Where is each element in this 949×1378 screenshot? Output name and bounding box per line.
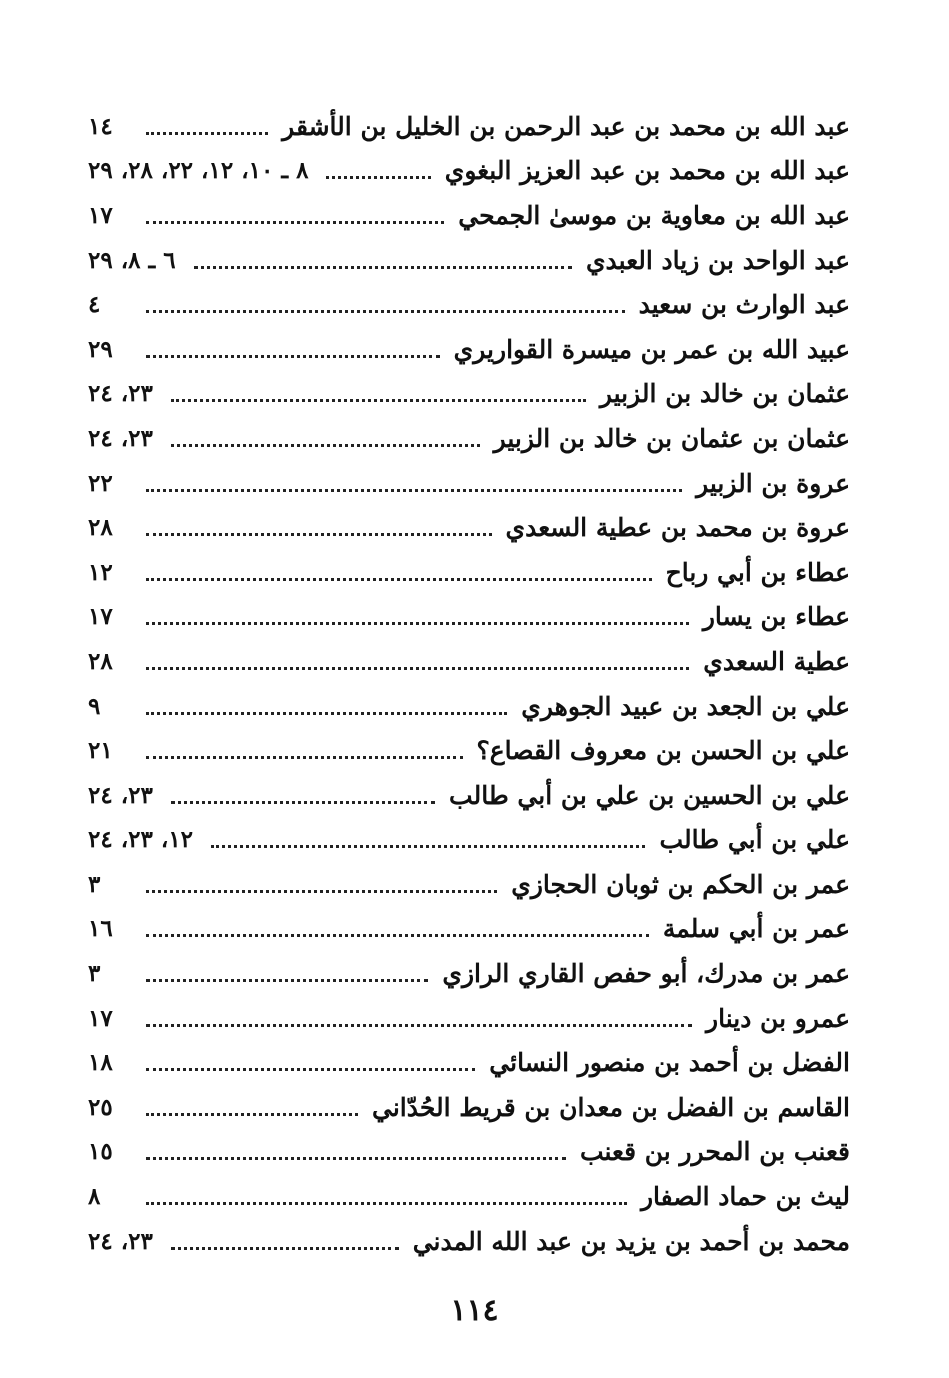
- index-entry: [88, 907, 850, 952]
- entry-name: عمر بن الحكم بن ثوبان الحجازي: [511, 869, 850, 899]
- index-entry: [88, 996, 850, 1041]
- entry-page-refs: ١٧: [88, 201, 113, 229]
- index-entry: [88, 1085, 850, 1130]
- index-entry: [88, 1174, 850, 1219]
- index-entry: [88, 104, 850, 149]
- index-entry: [88, 639, 850, 684]
- entry-page-refs: ٢٩: [88, 335, 113, 363]
- dot-leader: [146, 934, 649, 937]
- index-entry: [88, 595, 850, 640]
- dot-leader: [211, 845, 645, 848]
- dot-leader: [146, 979, 428, 982]
- entry-page-refs: ٢٣، ٢٤: [88, 781, 153, 809]
- entry-name: عطية السعدي: [703, 646, 850, 676]
- index-entry: [88, 238, 850, 283]
- entry-page-refs: ١٢، ٢٣، ٢٤: [88, 826, 194, 854]
- entry-name: ليث بن حماد الصفار: [640, 1182, 850, 1212]
- dot-leader: [146, 1024, 692, 1027]
- index-entry: [88, 149, 850, 194]
- index-entry: [88, 193, 850, 238]
- dot-leader: [171, 444, 480, 447]
- dot-leader: [146, 578, 652, 581]
- dot-leader: [146, 355, 440, 358]
- dot-leader: [146, 890, 497, 893]
- entry-name: عثمان بن خالد بن الزبير: [599, 379, 850, 409]
- entry-page-refs: ٨ ـ ١٠، ١٢، ٢٢، ٢٨، ٢٩: [88, 157, 309, 185]
- entry-name: عبد الله بن محمد بن عبد العزيز البغوي: [444, 156, 850, 186]
- entry-page-refs: ٢٣، ٢٤: [88, 380, 153, 408]
- entry-name: القاسم بن الفضل بن معدان بن قريط الحُدّاني: [371, 1092, 850, 1122]
- entry-name: عطاء بن يسار: [702, 602, 850, 632]
- entry-name: قعنب بن المحرر بن قعنب: [579, 1137, 850, 1167]
- entry-name: الفضل بن أحمد بن منصور النسائي: [489, 1048, 850, 1078]
- entry-name: علي بن الحسن بن معروف القصاع؟: [476, 736, 850, 766]
- dot-leader: [194, 266, 572, 269]
- index-entry: [88, 372, 850, 417]
- dot-leader: [171, 1247, 399, 1250]
- entry-name: عبد الله بن معاوية بن موسىٰ الجمحي: [458, 200, 850, 230]
- entry-page-refs: ٦ ـ ٨، ٢٩: [88, 246, 176, 274]
- index-entry: [88, 550, 850, 595]
- dot-leader: [171, 801, 435, 804]
- index-entry: [88, 327, 850, 372]
- entry-page-refs: ٢٨: [88, 514, 113, 542]
- entry-page-refs: ٣: [88, 960, 101, 988]
- index-entry: [88, 818, 850, 863]
- entry-name: عمر بن مدرك، أبو حفص القاري الرازي: [442, 959, 850, 989]
- entry-name: عبد الله بن محمد بن عبد الرحمن بن الخليل بن الأشقر: [282, 111, 850, 141]
- entry-page-refs: ٩: [88, 692, 101, 720]
- entry-page-refs: ٤: [88, 291, 101, 319]
- index-entry: [88, 1040, 850, 1085]
- index-entry: [88, 862, 850, 907]
- dot-leader: [146, 1157, 566, 1160]
- index-entry: [88, 728, 850, 773]
- dot-leader: [171, 399, 586, 402]
- dot-leader: [146, 310, 625, 313]
- index-entry: [88, 461, 850, 506]
- name-index-list: [88, 104, 850, 1263]
- entry-page-refs: ٢١: [88, 737, 113, 765]
- page-number: ١١٤: [450, 1293, 499, 1328]
- dot-leader: [146, 1202, 627, 1205]
- entry-page-refs: ١٦: [88, 915, 113, 943]
- entry-page-refs: ٢٨: [88, 647, 113, 675]
- entry-page-refs: ١٢: [88, 558, 113, 586]
- entry-page-refs: ١٤: [88, 112, 113, 140]
- dot-leader: [146, 132, 268, 135]
- entry-page-refs: ١٨: [88, 1049, 113, 1077]
- entry-name: عطاء بن أبي رباح: [665, 557, 850, 587]
- index-entry: [88, 282, 850, 327]
- entry-page-refs: ١٧: [88, 1004, 113, 1032]
- dot-leader: [146, 622, 689, 625]
- entry-name: عبيد الله بن عمر بن ميسرة القواريري: [453, 334, 850, 364]
- dot-leader: [146, 667, 689, 670]
- dot-leader: [146, 756, 463, 759]
- index-entry: [88, 416, 850, 461]
- entry-page-refs: ٢٣، ٢٤: [88, 1227, 153, 1255]
- entry-name: عبد الواحد بن زياد العبدي: [585, 245, 850, 275]
- dot-leader: [146, 489, 682, 492]
- entry-name: محمد بن أحمد بن يزيد بن عبد الله المدني: [412, 1226, 850, 1256]
- index-entry: [88, 773, 850, 818]
- entry-page-refs: ٢٥: [88, 1093, 113, 1121]
- entry-page-refs: ٢٢: [88, 469, 113, 497]
- dot-leader: [146, 1068, 475, 1071]
- dot-leader: [326, 176, 430, 179]
- index-entry: [88, 1130, 850, 1175]
- entry-name: عروة بن محمد بن عطية السعدي: [505, 513, 850, 543]
- dot-leader: [146, 533, 492, 536]
- index-entry: [88, 951, 850, 996]
- index-entry: [88, 1219, 850, 1264]
- entry-name: عبد الوارث بن سعيد: [638, 290, 850, 320]
- entry-page-refs: ٨: [88, 1183, 101, 1211]
- entry-name: علي بن أبي طالب: [659, 825, 850, 855]
- entry-page-refs: ١٧: [88, 603, 113, 631]
- entry-name: عمر بن أبي سلمة: [662, 914, 850, 944]
- entry-name: علي بن الجعد بن عبيد الجوهري: [521, 691, 850, 721]
- entry-name: عثمان بن عثمان بن خالد بن الزبير: [493, 423, 850, 453]
- entry-name: عمرو بن دينار: [706, 1003, 850, 1033]
- entry-name: علي بن الحسين بن علي بن أبي طالب: [449, 780, 850, 810]
- dot-leader: [146, 221, 444, 224]
- entry-page-refs: ٢٣، ٢٤: [88, 424, 153, 452]
- entry-name: عروة بن الزبير: [696, 468, 850, 498]
- dot-leader: [146, 1113, 358, 1116]
- dot-leader: [146, 712, 507, 715]
- index-entry: [88, 505, 850, 550]
- index-entry: [88, 684, 850, 729]
- entry-page-refs: ١٥: [88, 1138, 113, 1166]
- entry-page-refs: ٣: [88, 870, 101, 898]
